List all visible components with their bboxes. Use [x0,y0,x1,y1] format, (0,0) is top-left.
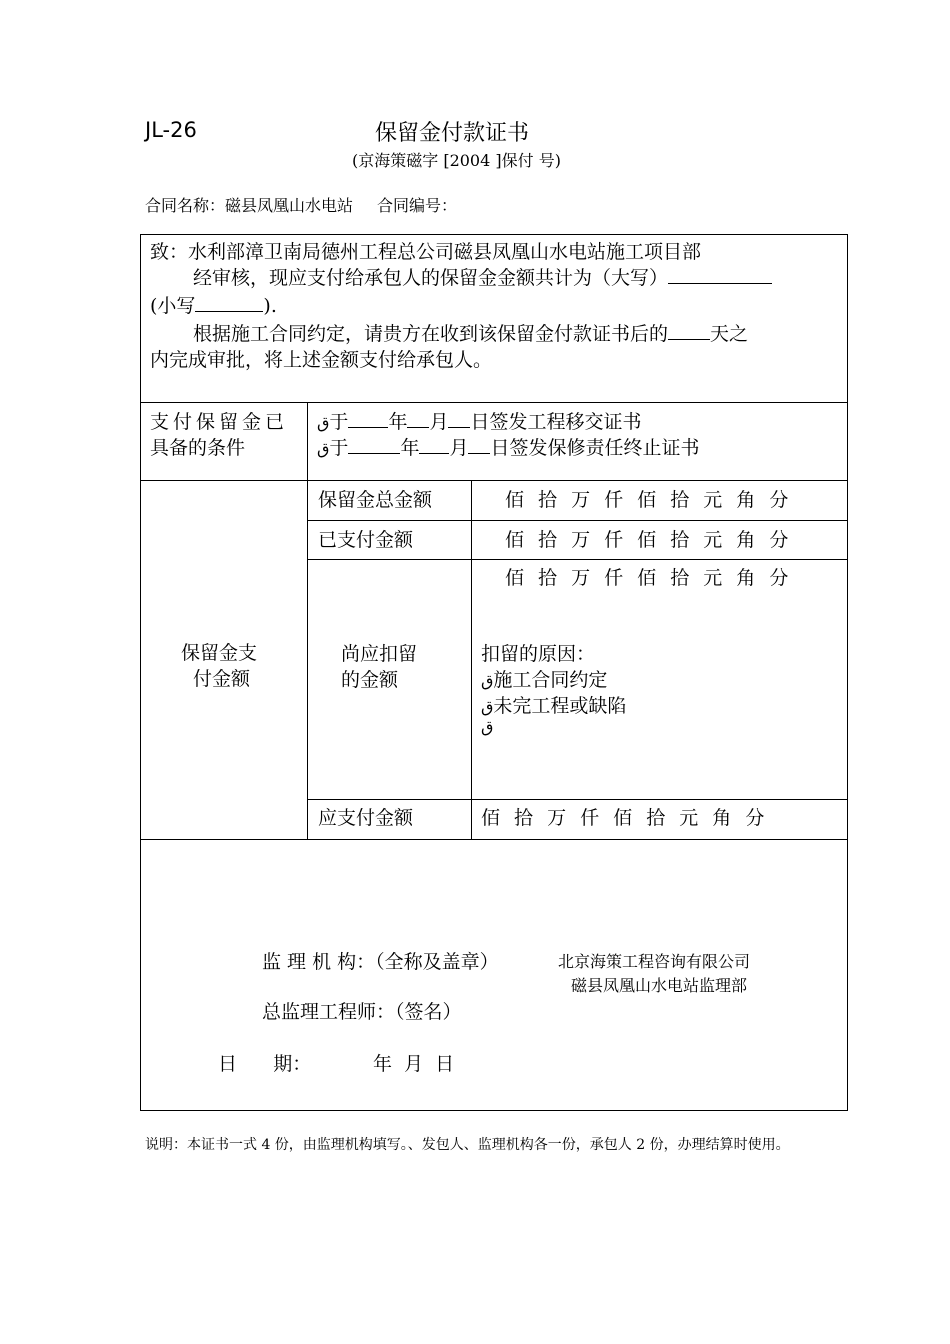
date-value[interactable]: 年 月 日 [373,1053,455,1075]
certificate-form [140,234,848,1111]
contract-number-label: 合同编号： [377,196,458,215]
checkbox-icon[interactable]: ق [481,671,494,690]
deadline-line: 根据施工合同约定，请贵方在收到该保留金付款证书后的 天之 [193,323,749,345]
divider [307,799,848,800]
divider [141,839,848,840]
withheld-label-1: 尚应扣留 [341,643,418,665]
supervision-org-name: 北京海策工程咨询有限公司 [558,952,751,971]
footnote: 说明：本证书一式 4 份，由监理机构填写。、发包人、监理机构各一份，承包人 2 份，办理结算时使用。 [145,1137,790,1153]
paid-amount[interactable]: 佰 拾 万 仟 佰 拾 元 角 分 [505,529,793,551]
payment-label-1: 保留金支 [181,642,258,664]
amount-words-blank [668,265,772,284]
amount-figures-blank [195,293,263,312]
conditions-label-1: 支付保留金已 [150,411,289,433]
paid-amount-label: 已支付金额 [318,529,414,551]
total-retention-label: 保留金总金额 [318,489,433,511]
amount-figures-line: (小写 ). [150,295,277,317]
checkbox-icon[interactable]: ق [481,717,494,736]
amount-line: 经审核，现应支付给承包人的保留金金额共计为（大写） [193,263,772,290]
divider [307,559,848,560]
divider [141,402,848,403]
divider [141,480,848,481]
conditions-label-2: 具备的条件 [150,437,246,459]
days-blank [668,321,710,340]
divider [307,520,848,521]
condition-warranty: ق于 年 月 日签发保修责任终止证书 [317,437,700,459]
condition-handover: ق于 年 月 日签发工程移交证书 [317,411,642,433]
divider [307,402,308,839]
page-title: 保留金付款证书 [375,121,530,146]
approval-line: 内完成审批，将上述金额支付给承包人。 [150,349,493,371]
total-retention-amount[interactable]: 佰 拾 万 仟 佰 拾 元 角 分 [505,489,793,511]
supervision-org-label: 监 理 机 构：（全称及盖章） [262,951,499,973]
payable-amount-label: 应支付金额 [318,807,414,829]
withhold-reason-label: 扣留的原因： [481,643,596,665]
withheld-label-2: 的金额 [341,669,399,691]
supervision-org-dept: 磁县凤凰山水电站监理部 [571,976,748,995]
withhold-reason-defects: ق未完工程或缺陷 [481,695,627,717]
document-number: (京海策磁字 [2004 ]保付 号) [352,151,561,170]
divider [471,480,472,839]
date-label: 日 期： [218,1053,312,1075]
withhold-reason-other [481,715,493,737]
checkbox-icon[interactable]: ق [317,413,330,432]
payment-label-2: 付金额 [193,668,251,690]
recipient: 致：水利部漳卫南局德州工程总公司磁县凤凰山水电站施工项目部 [150,241,702,263]
checkbox-icon[interactable]: ق [317,439,330,458]
checkbox-icon[interactable]: ق [481,697,494,716]
payable-amount[interactable]: 佰 拾 万 仟 佰 拾 元 角 分 [481,807,769,829]
chief-engineer-label: 总监理工程师：（签名） [262,1001,462,1023]
form-code: JL-26 [145,118,197,142]
withhold-reason-contract: ق施工合同约定 [481,669,608,691]
contract-name-label: 合同名称： [145,196,226,215]
contract-info [145,193,457,216]
contract-name-value: 磁县凤凰山水电站 [225,196,354,215]
withheld-amount[interactable]: 佰 拾 万 仟 佰 拾 元 角 分 [505,567,793,589]
